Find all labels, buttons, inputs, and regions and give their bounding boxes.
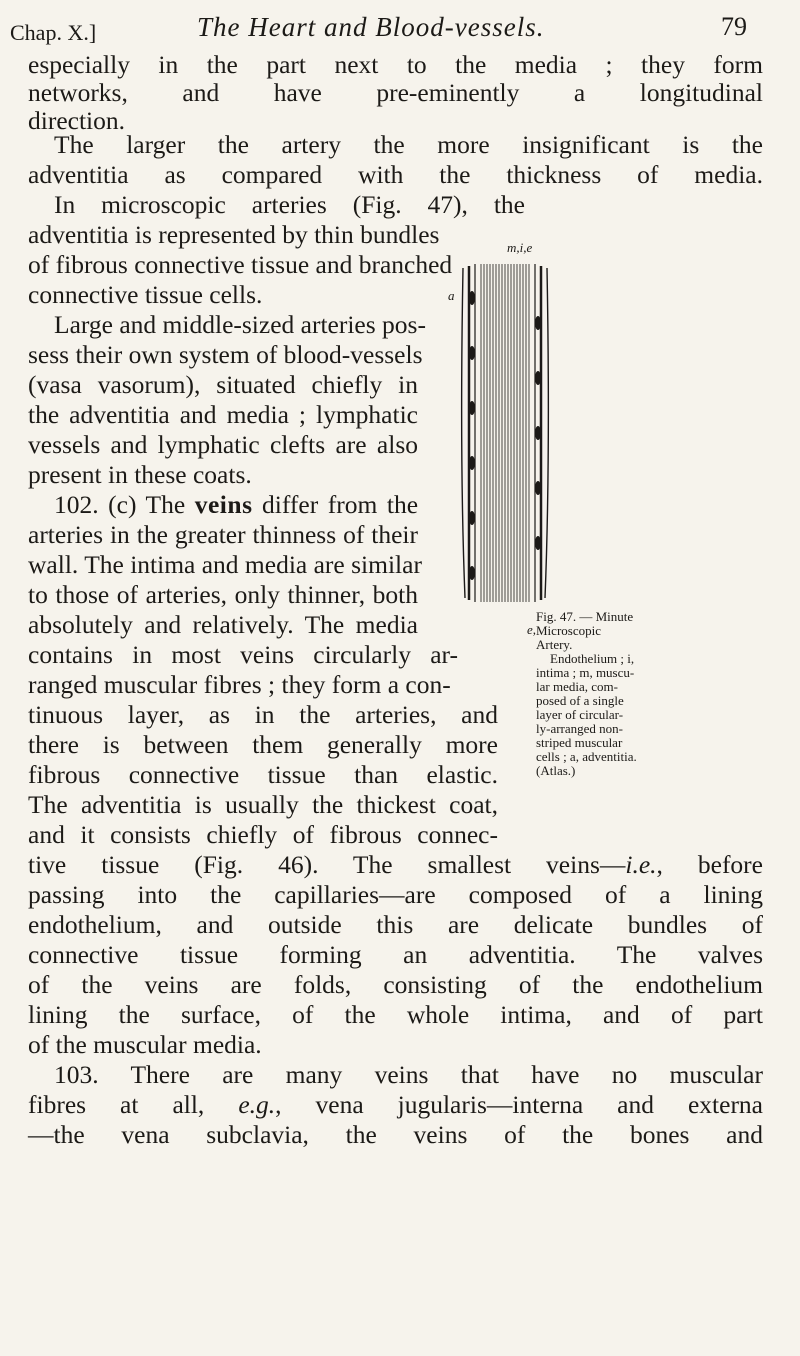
label-e: e, xyxy=(527,622,537,637)
caption-line: Fig. 47. — Minute xyxy=(536,609,634,624)
text-line: connective tissue forming an adventitia. The valves xyxy=(28,940,763,969)
artery-figure xyxy=(448,240,555,637)
running-header xyxy=(0,6,800,46)
text-line: tive tissue (Fig. 46). The smallest veins—i.e., before xyxy=(28,850,763,879)
text-line: adventitia is represented by thin bundles xyxy=(28,220,440,249)
caption-line: (Atlas.) xyxy=(536,763,576,778)
text-line: Large and middle-sized arteries pos- xyxy=(54,310,426,339)
text-line: In microscopic arteries (Fig. 47), the xyxy=(54,190,525,219)
caption-line: ly-arranged non- xyxy=(536,721,623,736)
caption-line: intima ; m, muscu- xyxy=(536,665,635,680)
text-line: contains in most veins circularly ar- xyxy=(28,640,458,669)
caption-line: posed of a single xyxy=(536,693,624,708)
running-title: The Heart and Blood-vessels. xyxy=(197,12,545,42)
caption-line: cells ; a, adventitia. xyxy=(536,749,637,764)
text-line: (vasa vasorum), situated chiefly in xyxy=(28,370,418,399)
text-line: of fibrous connective tissue and branched xyxy=(28,250,453,279)
emphasis-veins: veins xyxy=(194,490,253,519)
text-line: and it consists chiefly of fibrous connec- xyxy=(28,820,498,849)
text-line: fibrous connective tissue than elastic. xyxy=(28,760,498,789)
text-line: The larger the artery the more insignificant is the xyxy=(54,130,763,159)
text-line: lining the surface, of the whole intima, and of part xyxy=(28,1000,763,1029)
text-line: 102. (c) The veins differ from the xyxy=(54,490,419,519)
caption-line: Microscopic xyxy=(536,623,601,638)
text-line: passing into the capillaries—are composed of a lining xyxy=(28,880,763,909)
figure-caption xyxy=(536,610,658,778)
text-line: tinuous layer, as in the arteries, and xyxy=(28,700,498,729)
text-line: networks, and have pre-eminently a longitudinal xyxy=(28,78,763,107)
text-line: endothelium, and outside this are delicate bundles of xyxy=(28,910,763,939)
text-line: The adventitia is usually the thickest coat, xyxy=(28,790,498,819)
text-line: ranged muscular fibres ; they form a con- xyxy=(28,670,451,699)
text-line: —the vena subclavia, the veins of the bones and xyxy=(28,1120,763,1149)
caption-line: lar media, com- xyxy=(536,679,618,694)
text-line: vessels and lymphatic clefts are also xyxy=(28,430,418,459)
text-line: present in these coats. xyxy=(28,460,252,489)
text-line: adventitia as compared with the thickness of media. xyxy=(28,160,763,189)
label-a: a xyxy=(448,288,455,303)
text-line: absolutely and relatively. The media xyxy=(28,610,418,639)
caption-line: layer of circular- xyxy=(536,707,624,722)
text-line: of the muscular media. xyxy=(28,1030,262,1059)
text-line: especially in the part next to the media ; they form xyxy=(28,50,763,79)
text-line: arteries in the greater thinness of their xyxy=(28,520,418,549)
text-line: wall. The intima and media are similar xyxy=(28,550,422,579)
text-line: direction. xyxy=(28,106,126,135)
artery-illustration xyxy=(455,258,555,608)
text-line: fibres at all, e.g., vena jugularis—interna and externa xyxy=(28,1090,763,1119)
text-line: 103. There are many veins that have no muscular xyxy=(54,1060,763,1089)
chapter-label: Chap. X.] xyxy=(10,20,97,45)
text-line: there is between them generally more xyxy=(28,730,498,759)
text-line: connective tissue cells. xyxy=(28,280,263,309)
text-line: sess their own system of blood-vessels xyxy=(28,340,423,369)
text-line: of the veins are folds, consisting of the endothelium xyxy=(28,970,763,999)
text-line: the adventitia and media ; lymphatic xyxy=(28,400,418,429)
label-m-i-e: m,i,e xyxy=(507,240,533,255)
caption-line: Artery. xyxy=(536,637,573,652)
caption-line: Endothelium ; i, xyxy=(550,651,635,666)
text-line: to those of arteries, only thinner, both xyxy=(28,580,418,609)
page-number: 79 xyxy=(721,12,747,41)
caption-line: striped muscular xyxy=(536,735,623,750)
